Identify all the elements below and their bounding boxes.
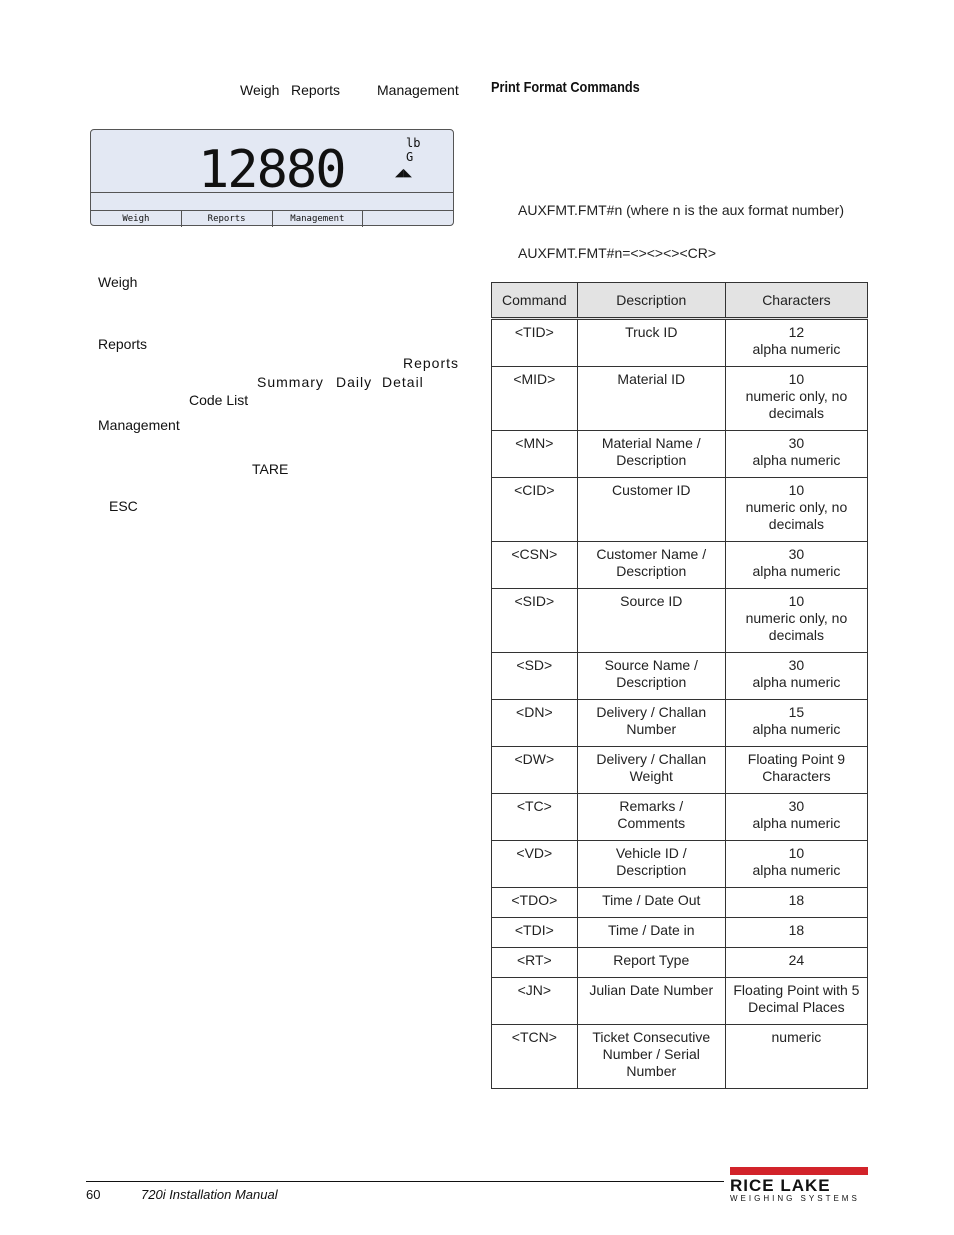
cell-description-line: Truck ID (625, 324, 678, 340)
logo-name: RICE LAKE (730, 1176, 831, 1195)
cell-description-line: Time / Date in (607, 922, 695, 938)
cell-description-line: Julian Date Number (589, 982, 714, 998)
cell-characters-line: Floating Point 9 (747, 751, 846, 767)
cell-command: <TDO> (492, 888, 578, 918)
cell-characters (725, 888, 867, 918)
table-row (492, 794, 868, 841)
cell-characters-line: 30 (788, 798, 805, 814)
table-row (492, 747, 868, 794)
cell-command: <MN> (492, 431, 578, 478)
weigh-term: Weigh (98, 274, 138, 290)
cell-command: <TDI> (492, 918, 578, 948)
cell-description (577, 478, 725, 542)
header-label-reports: Reports (291, 82, 341, 98)
cell-command: <CSN> (492, 542, 578, 589)
cell-command: <MID> (492, 367, 578, 431)
cell-characters-line: numeric (771, 1029, 822, 1045)
table-row (492, 841, 868, 888)
cell-characters-line: 10 (788, 845, 805, 861)
cell-description-line: Material ID (617, 371, 686, 387)
table-row (492, 319, 868, 367)
table-row (492, 918, 868, 948)
softkey-weigh[interactable]: Weigh (91, 211, 182, 227)
cell-description (577, 794, 725, 841)
cell-characters-line: 18 (788, 922, 805, 938)
standstill-icon: ◢◣ (395, 167, 412, 179)
table-row (492, 367, 868, 431)
cell-characters (725, 589, 867, 653)
cell-description-line: Description (616, 862, 687, 878)
cell-description-line: Description (616, 563, 687, 579)
weight-readout: 12880 (198, 140, 345, 200)
cell-characters-line: 24 (788, 952, 805, 968)
cell-description-line: Time / Date Out (602, 892, 701, 908)
cell-command: <DN> (492, 700, 578, 747)
table-row (492, 589, 868, 653)
cell-description (577, 841, 725, 888)
manual-title: 720i Installation Manual (141, 1187, 278, 1202)
cell-characters-line: Characters (762, 768, 831, 784)
softkey-management[interactable]: Management (273, 211, 364, 227)
cell-description-line: Report Type (613, 952, 690, 968)
header-label-management: Management (377, 82, 459, 98)
cell-characters-line: alpha numeric (752, 862, 841, 878)
set-syntax: AUXFMT.FMT#n=<><><><CR> (518, 245, 717, 261)
cell-description-line: Number / Serial (602, 1046, 700, 1062)
cell-characters-line: decimals (768, 627, 825, 643)
cell-description-line: Description (616, 674, 687, 690)
cell-description (577, 589, 725, 653)
cell-characters-line: alpha numeric (752, 721, 841, 737)
cell-characters-line: 18 (788, 892, 805, 908)
unit-label: lb (406, 136, 421, 150)
cell-description (577, 948, 725, 978)
daily-key-label: Daily (336, 374, 373, 390)
cell-description-line: Number (626, 721, 677, 737)
code-list-term: Code List (189, 392, 249, 408)
page-number: 60 (86, 1187, 101, 1202)
cell-characters (725, 747, 867, 794)
softkey-reports[interactable]: Reports (182, 211, 273, 227)
cell-characters-line: numeric only, no (745, 388, 848, 404)
display-divider (91, 192, 453, 193)
table-row (492, 948, 868, 978)
cell-description-line: Source ID (620, 593, 683, 609)
cell-characters (725, 478, 867, 542)
cell-characters (725, 542, 867, 589)
cell-characters (725, 700, 867, 747)
reports-key-label: Reports (403, 355, 460, 371)
cell-command: <VD> (492, 841, 578, 888)
cell-description (577, 700, 725, 747)
cell-characters-line: 30 (788, 657, 805, 673)
cell-description-line: Customer Name / (596, 546, 707, 562)
reports-term: Reports (98, 336, 148, 352)
cell-description-line: Number (626, 1063, 677, 1079)
table-row (492, 978, 868, 1025)
footer-rule (86, 1181, 724, 1182)
cell-description (577, 653, 725, 700)
summary-key-label: Summary (257, 374, 324, 390)
cell-command: <DW> (492, 747, 578, 794)
logo-red-bar (730, 1167, 868, 1175)
esc-key-label: ESC (109, 498, 138, 514)
table-row (492, 888, 868, 918)
cell-characters-line: alpha numeric (752, 452, 841, 468)
cell-characters-line: decimals (768, 405, 825, 421)
cell-description-line: Remarks / (619, 798, 684, 814)
cell-description (577, 431, 725, 478)
cell-command: <TID> (492, 319, 578, 367)
table-body (492, 319, 868, 1089)
header-characters: Characters (725, 283, 867, 319)
cell-description-line: Comments (617, 815, 686, 831)
section-title: Print Format Commands (491, 79, 640, 96)
cell-characters-line: 10 (788, 482, 805, 498)
cell-characters (725, 948, 867, 978)
cell-characters-line: 10 (788, 371, 805, 387)
cell-description (577, 918, 725, 948)
cell-description-line: Weight (629, 768, 673, 784)
softkey-blank[interactable] (363, 211, 453, 227)
cell-characters (725, 431, 867, 478)
cell-command: <RT> (492, 948, 578, 978)
cell-description (577, 367, 725, 431)
cell-command: <CID> (492, 478, 578, 542)
cell-characters-line: alpha numeric (752, 563, 841, 579)
tare-key-label: TARE (252, 461, 289, 477)
cell-characters-line: 10 (788, 593, 805, 609)
softkey-bar (91, 210, 453, 227)
cell-description-line: Delivery / Challan (596, 751, 707, 767)
cell-characters-line: decimals (768, 516, 825, 532)
table-row (492, 542, 868, 589)
cell-characters-line: 12 (788, 324, 805, 340)
cell-description (577, 319, 725, 367)
cell-command: <SD> (492, 653, 578, 700)
table-row (492, 478, 868, 542)
cell-description (577, 888, 725, 918)
cell-command: <TCN> (492, 1025, 578, 1089)
cell-description (577, 747, 725, 794)
logo-subtitle: WEIGHING SYSTEMS (730, 1194, 860, 1203)
cell-characters (725, 978, 867, 1025)
cell-characters-line: numeric only, no (745, 610, 848, 626)
cell-description-line: Delivery / Challan (596, 704, 707, 720)
header-description: Description (577, 283, 725, 319)
cell-description (577, 1025, 725, 1089)
table-row (492, 1025, 868, 1089)
table-row (492, 431, 868, 478)
cell-description-line: Ticket Consecutive (592, 1029, 711, 1045)
cell-characters (725, 1025, 867, 1089)
cell-characters (725, 653, 867, 700)
cell-description (577, 978, 725, 1025)
management-term: Management (98, 417, 180, 433)
cell-characters-line: alpha numeric (752, 815, 841, 831)
cell-characters-line: numeric only, no (745, 499, 848, 515)
cell-description-line: Description (616, 452, 687, 468)
cell-characters-line: alpha numeric (752, 674, 841, 690)
cell-characters-line: alpha numeric (752, 341, 841, 357)
rice-lake-logo (730, 1167, 868, 1203)
cell-command: <JN> (492, 978, 578, 1025)
gross-mode-label: G (406, 150, 414, 164)
cell-characters-line: Decimal Places (748, 999, 845, 1015)
cell-characters-line: 30 (788, 435, 805, 451)
cell-characters (725, 918, 867, 948)
cell-characters-line: 15 (788, 704, 805, 720)
cell-characters (725, 367, 867, 431)
cell-description-line: Material Name / (601, 435, 701, 451)
indicator-display (90, 129, 454, 226)
cell-characters (725, 319, 867, 367)
cell-description-line: Source Name / (604, 657, 698, 673)
cell-command: <SID> (492, 589, 578, 653)
cell-characters (725, 841, 867, 888)
cell-description-line: Customer ID (611, 482, 691, 498)
cell-command: <TC> (492, 794, 578, 841)
header-command: Command (492, 283, 578, 319)
cell-characters-line: Floating Point with 5 (733, 982, 860, 998)
cell-description-line: Vehicle ID / (615, 845, 687, 861)
table-row (492, 653, 868, 700)
table-header-row (492, 283, 868, 319)
cell-characters (725, 794, 867, 841)
header-label-weigh: Weigh (240, 82, 280, 98)
print-format-table (491, 282, 868, 1089)
query-syntax: AUXFMT.FMT#n (where n is the aux format number) (518, 202, 844, 218)
detail-key-label: Detail (382, 374, 424, 390)
cell-description (577, 542, 725, 589)
cell-characters-line: 30 (788, 546, 805, 562)
table-row (492, 700, 868, 747)
